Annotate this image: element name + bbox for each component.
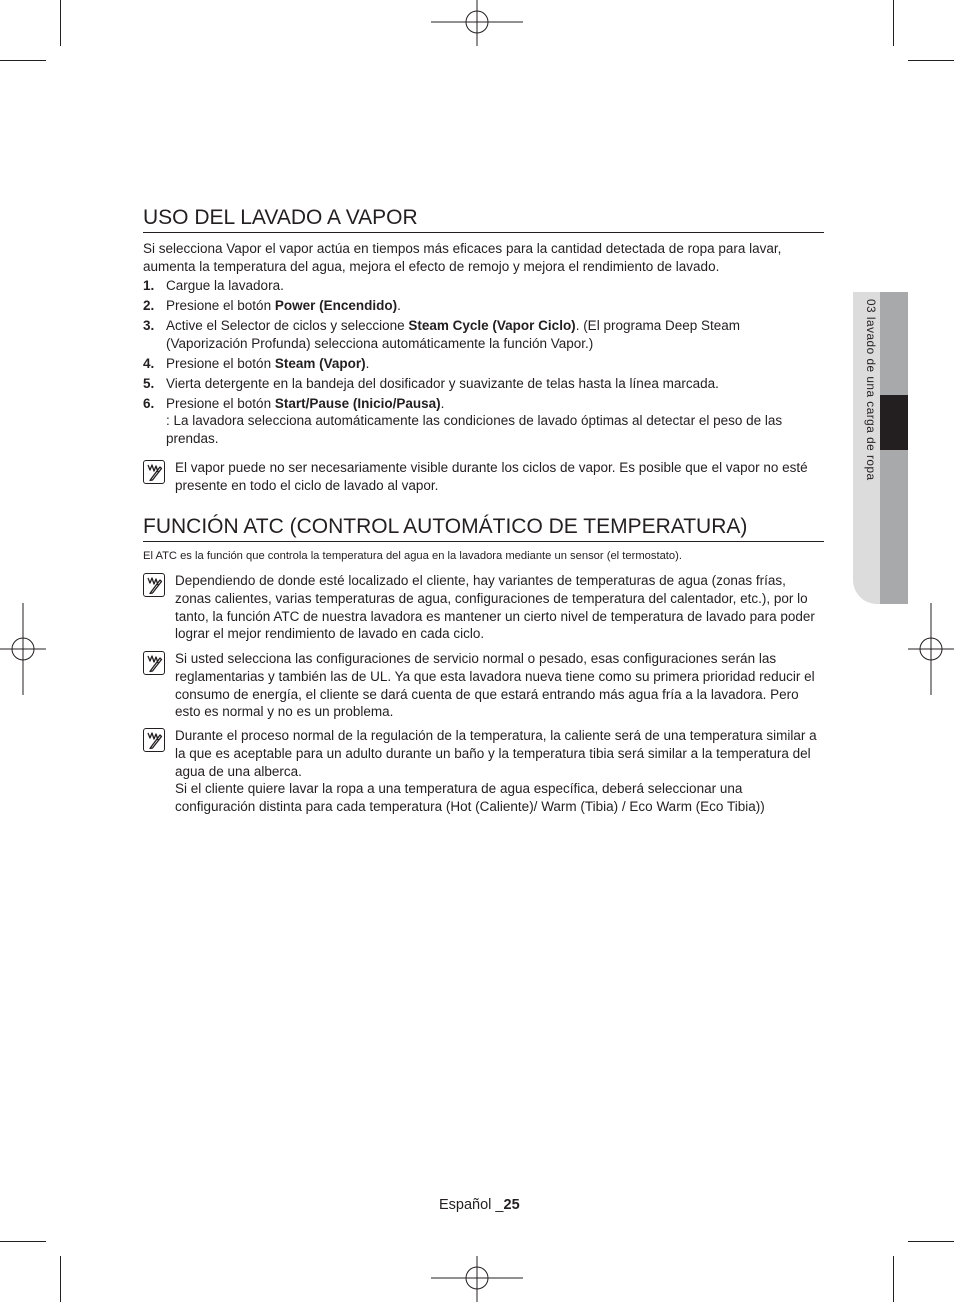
- note-atc-3: [143, 727, 824, 816]
- section-title-atc: FUNCIÓN ATC (CONTROL AUTOMÁTICO DE TEMPERATURA): [143, 515, 824, 542]
- registration-mark-icon: [431, 1256, 523, 1302]
- note-pencil-icon: [143, 573, 165, 597]
- note-pencil-icon: [143, 728, 165, 752]
- step-text: Presione el botón: [166, 298, 275, 313]
- step-item: [143, 317, 824, 352]
- step-text: Active el Selector de ciclos y seleccione: [166, 318, 409, 333]
- step-text: Vierta detergente en la bandeja del dosificador y suavizante de telas hasta la línea marcada.: [166, 375, 719, 391]
- step-subnote: : La lavadora selecciona automáticamente las condiciones de lavado óptimas al detectar el peso de las prendas.: [166, 413, 783, 446]
- crop-mark: [908, 1241, 954, 1242]
- note-atc-2: [143, 650, 824, 721]
- step-number: 1.: [143, 278, 155, 293]
- section-intro: El ATC es la función que controla la temperatura del agua en la lavadora mediante un sensor (el termostato).: [143, 550, 682, 562]
- note-text: Si usted selecciona las configuraciones de servicio normal o pesado, esas configuraciones serán las reglamentarias y también las de UL. Ya que esta lavadora nueva tiene como su primera prioridad reducir el consumo de energía, el cliente se dará cuenta de que estará entrando más agua fría a la lavadora. Pero esto es normal y no es un problema.: [175, 651, 815, 720]
- page-number: 25: [503, 1197, 520, 1213]
- step-item: [143, 355, 824, 373]
- step-number: 2.: [143, 298, 155, 313]
- note-text: El vapor puede no ser necesariamente visible durante los ciclos de vapor. Es posible que el vapor no esté presente en todo el ciclo de lavado al vapor.: [175, 460, 808, 493]
- crop-mark: [0, 1241, 46, 1242]
- step-text: Presione el botón: [166, 395, 275, 411]
- steps-list: [143, 277, 824, 450]
- step-text: .: [365, 355, 370, 371]
- note-text: Durante el proceso normal de la regulación de la temperatura, la caliente será de una temperatura similar a la que es aceptable para un adulto durante un baño y la temperatura tibia será similar a la temperatura del agua de una alberca.: [175, 728, 817, 779]
- step-text: .: [440, 395, 445, 411]
- step-text: . (El programa Deep Steam (Vaporización Profunda) selecciona automáticamente la función Vapor.): [166, 318, 741, 351]
- step-button-name: Steam Cycle (Vapor Ciclo): [408, 318, 576, 333]
- chapter-tab-label: 03 lavado de una carga de ropa: [864, 299, 878, 481]
- crop-mark: [893, 0, 894, 46]
- section-intro: Si selecciona Vapor el vapor actúa en tiempos más eficaces para la cantidad detectada de ropa para lavar, aumenta la temperatura del agua, mejora el efecto de remojo y mejora el rendimiento de lavado.: [143, 241, 782, 274]
- step-number: 6.: [143, 395, 155, 411]
- step-text: .: [397, 298, 401, 313]
- crop-mark: [893, 1256, 894, 1302]
- step-item: [143, 375, 824, 393]
- note-pencil-icon: [143, 651, 165, 675]
- note-text: Dependiendo de donde esté localizado el cliente, hay variantes de temperaturas de agua (zonas frías, zonas calientes, varias temperaturas de agua, configuraciones de temperatura del calentador, etc.), por lo tanto, la función ATC de nuestra lavadora es mantener un cierto nivel de temperatura de lavado para poder lograr el mejor rendimiento de lavado en cada ciclo.: [175, 573, 815, 642]
- note-steam: [143, 459, 824, 495]
- step-item: [143, 395, 824, 448]
- step-button-name: Start/Pause (Inicio/Pausa): [274, 395, 441, 411]
- step-number: 4.: [143, 355, 155, 371]
- note-text: Si el cliente quiere lavar la ropa a una temperatura de agua específica, deberá seleccionar una configuración distinta para cada temperatura (Hot (Caliente)/ Warm (Tibia) / Eco Warm (Eco Tibia)): [175, 781, 765, 815]
- page-footer: [439, 1197, 520, 1213]
- crop-mark: [908, 60, 954, 61]
- step-number: 3.: [143, 318, 155, 333]
- step-text: Cargue la lavadora.: [166, 278, 284, 293]
- crop-mark: [60, 1256, 61, 1302]
- registration-mark-icon: [908, 603, 954, 695]
- footer-language: Español _: [439, 1197, 504, 1213]
- crop-mark: [0, 60, 46, 61]
- chapter-tab-marker: [880, 395, 908, 450]
- crop-mark: [60, 0, 61, 46]
- registration-mark-icon: [0, 603, 46, 695]
- note-atc-1: [143, 572, 824, 643]
- note-pencil-icon: [143, 460, 165, 484]
- step-item: [143, 297, 824, 315]
- step-text: Presione el botón: [166, 355, 275, 371]
- registration-mark-icon: [431, 0, 523, 46]
- step-button-name: Power (Encendido): [274, 298, 398, 313]
- step-button-name: Steam (Vapor): [274, 355, 366, 371]
- step-item: [143, 277, 824, 295]
- section-title-steam-wash: USO DEL LAVADO A VAPOR: [143, 206, 824, 233]
- step-number: 5.: [143, 375, 155, 391]
